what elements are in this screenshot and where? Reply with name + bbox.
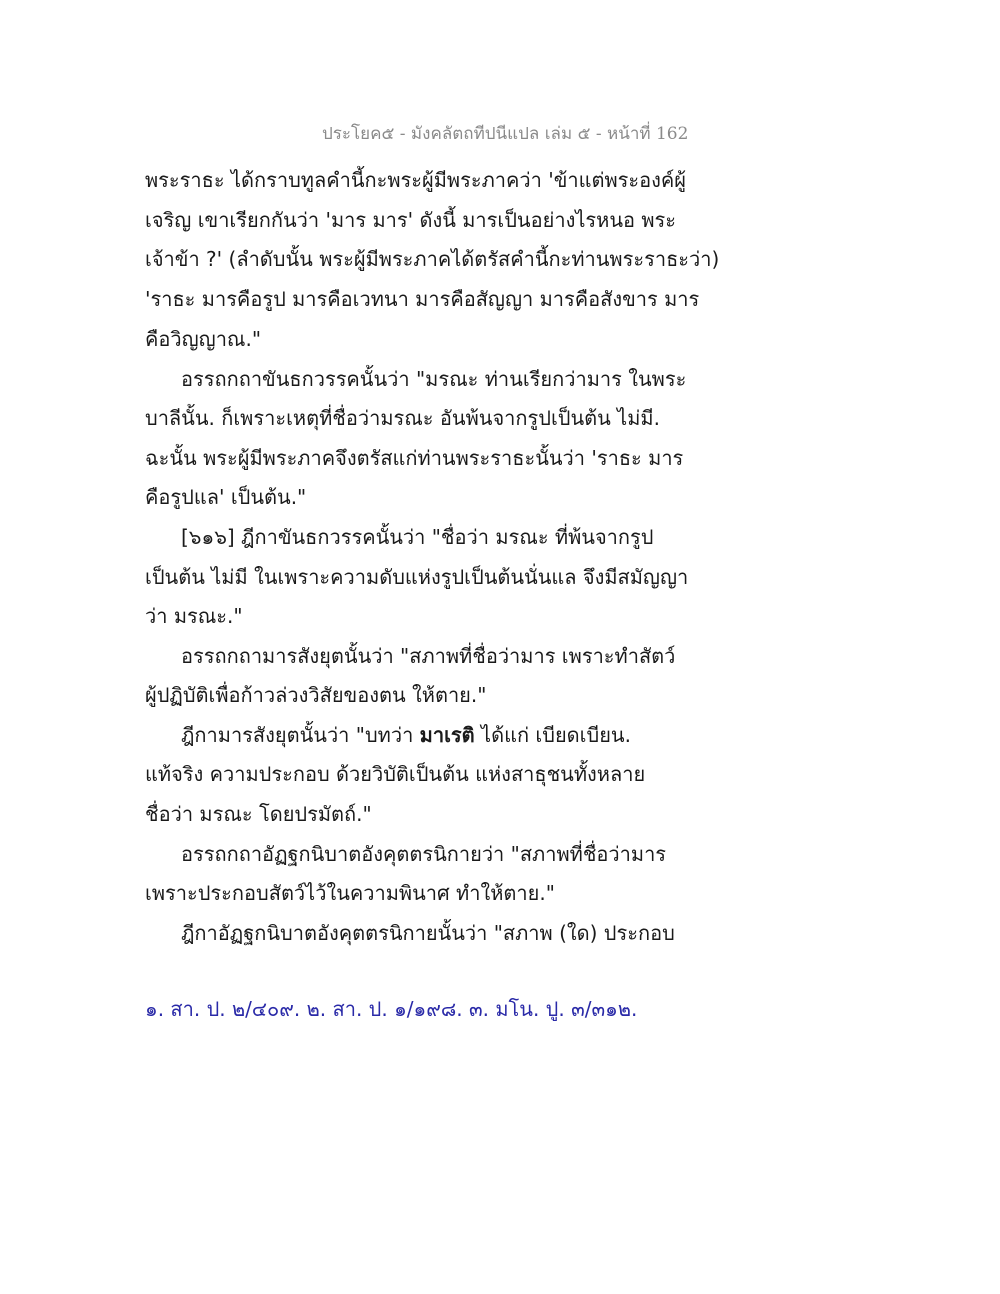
running-header: ประโยค๕ - มังคลัตถทีปนีแปล เล่ม ๕ - หน้าที่ 162: [322, 124, 689, 144]
paragraph-start-line: ฎีกาอัฏฐกนิบาตอังคุตตรนิกายนั้นว่า "สภาพ (ใด) ประกอบ: [181, 921, 675, 945]
bold-term: มาเรติ: [419, 723, 475, 747]
text-line: พระราธะ ได้กราบทูลคำนี้กะพระผู้มีพระภาคว่า 'ข้าแต่พระองค์ผู้: [145, 168, 687, 192]
text-segment: ได้แก่ เบียดเบียน.: [481, 723, 631, 747]
paragraph-start-line: [๖๑๖] ฎีกาขันธกวรรคนั้นว่า "ชื่อว่า มรณะ ที่พ้นจากรูป: [181, 525, 654, 549]
text-line: เพราะประกอบสัตว์ไว้ในความพินาศ ทำให้ตาย.": [145, 881, 555, 905]
text-line: ชื่อว่า มรณะ โดยปรมัตถ์.": [145, 802, 372, 826]
text-line: ว่า มรณะ.": [145, 604, 243, 628]
paragraph-start-line: อรรถกถาขันธกวรรคนั้นว่า "มรณะ ท่านเรียกว่ามาร ในพระ: [181, 367, 687, 391]
text-line: บาลีนั้น. ก็เพราะเหตุที่ชื่อว่ามรณะ อันพ้นจากรูปเป็นต้น ไม่มี.: [145, 406, 660, 430]
paragraph-start-line: [181, 719, 631, 751]
text-line: เป็นต้น ไม่มี ในเพราะความดับแห่งรูปเป็นต้นนั่นแล จึงมีสมัญญา: [145, 565, 689, 589]
text-line: เจ้าข้า ?' (ลำดับนั้น พระผู้มีพระภาคได้ตรัสคำนี้กะท่านพระราธะว่า): [145, 247, 720, 271]
paragraph-start-line: อรรถกถาอัฏฐกนิบาตอังคุตตรนิกายว่า "สภาพที่ชื่อว่ามาร: [181, 842, 667, 866]
paragraph-start-line: อรรถกถามารสังยุตนั้นว่า "สภาพที่ชื่อว่ามาร เพราะทำสัตว์: [181, 644, 676, 668]
text-line: 'ราธะ มารคือรูป มารคือเวทนา มารคือสัญญา มารคือสังขาร มาร: [145, 287, 700, 311]
text-segment: ฎีกามารสังยุตนั้นว่า "บทว่า: [181, 723, 414, 747]
text-line: เจริญ เขาเรียกกันว่า 'มาร มาร' ดังนี้ มารเป็นอย่างไรหนอ พระ: [145, 208, 677, 232]
text-line: ฉะนั้น พระผู้มีพระภาคจึงตรัสแก่ท่านพระราธะนั้นว่า 'ราธะ มาร: [145, 446, 684, 470]
text-line: คือรูปแล' เป็นต้น.": [145, 485, 307, 509]
text-line: คือวิญญาณ.": [145, 327, 262, 351]
text-line: ผู้ปฏิบัติเพื่อก้าวล่วงวิสัยของตน ให้ตาย.": [145, 683, 487, 707]
footnote-references: ๑. สา. ป. ๒/๔๐๙. ๒. สา. ป. ๑/๑๙๘. ๓. มโน. ปู. ๓/๓๑๒.: [145, 997, 638, 1021]
text-line: แท้จริง ความประกอบ ด้วยวิบัติเป็นต้น แห่งสาธุชนทั้งหลาย: [145, 762, 646, 786]
